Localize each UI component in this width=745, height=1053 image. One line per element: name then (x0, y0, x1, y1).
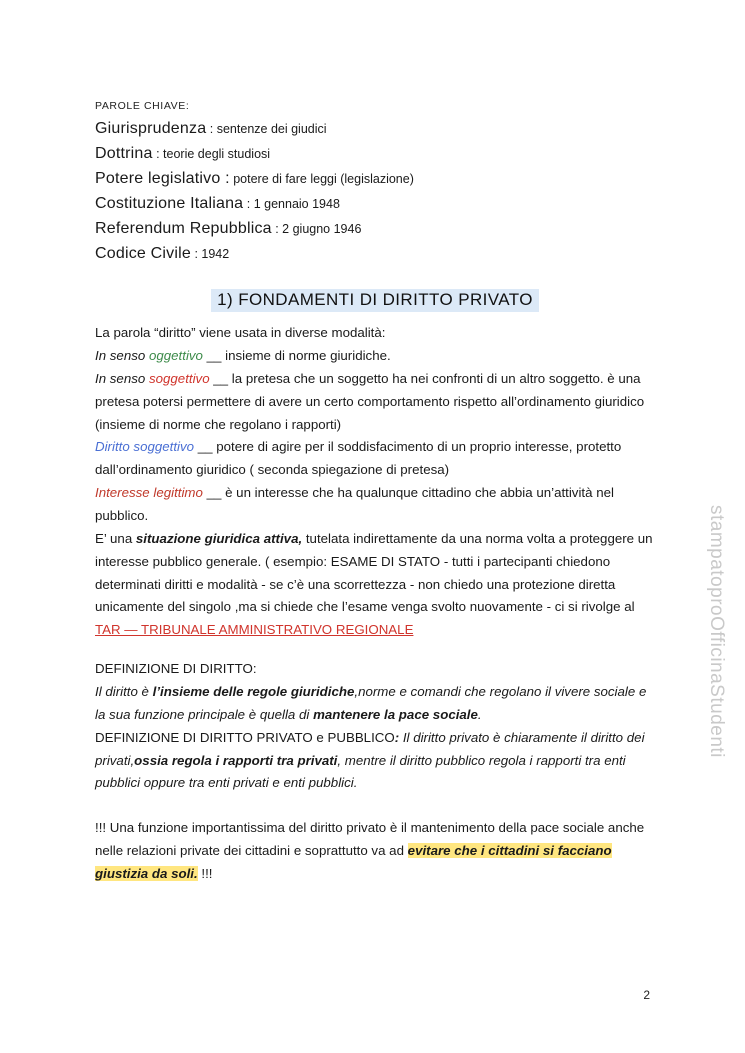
document-content (95, 100, 655, 886)
keyword-row (95, 193, 655, 215)
keyword-term: Giurisprudenza (95, 120, 207, 137)
interesse-legittimo-label: Interesse legittimo (95, 485, 203, 501)
senso-oggettivo-dash: __ (202, 347, 226, 363)
keyword-row (95, 168, 655, 190)
keyword-row (95, 218, 655, 240)
keyword-separator: : (271, 222, 283, 237)
keyword-definition: sentenze dei giudici (216, 122, 327, 136)
senso-oggettivo-keyword: oggettivo (148, 347, 203, 363)
keyword-definition: potere di fare leggi (legislazione) (233, 172, 414, 187)
def-diritto-bold1: l’insieme delle regole giuridiche (152, 683, 355, 699)
diritto-soggettivo-paragraph (95, 436, 655, 482)
closing-post-text: !!! (197, 865, 213, 881)
diritto-soggettivo-dash: __ (194, 439, 217, 455)
definizione-diritto-heading: DEFINIZIONE DI DIRITTO: (95, 661, 257, 677)
def-pp-text2: , mentre il diritto pubblico regola i rapporti tra enti pubblici oppure tra enti privati e enti pubblici. (95, 752, 626, 791)
definizione-privato-pubblico-paragraph (95, 727, 655, 796)
section-title: 1) FONDAMENTI DI DIRITTO PRIVATO (211, 289, 539, 312)
closing-highlight: evitare che i cittadini si facciano giustizia da soli. (95, 843, 612, 881)
def-diritto-part1: Il diritto è (95, 683, 153, 699)
senso-soggettivo-keyword: soggettivo (148, 370, 210, 386)
keyword-term: Referendum Repubblica (95, 220, 272, 238)
interesse-legittimo-paragraph (95, 482, 655, 528)
situazione-bold-phrase: situazione giuridica attiva, (135, 530, 303, 546)
def-pp-colon: : (394, 729, 400, 745)
tar-link[interactable]: TAR — TRIBUNALE AMMINISTRATIVO REGIONALE (95, 622, 414, 638)
keyword-definition: 1 gennaio 1948 (253, 197, 340, 212)
keyword-term: Potere legislativo : (95, 170, 230, 188)
def-pp-text1: Il diritto privato è chiaramente il diritto dei privati, (95, 729, 645, 768)
senso-soggettivo-paragraph (95, 368, 655, 437)
def-diritto-bold2: mantenere la pace sociale (313, 706, 478, 722)
keyword-separator: : (206, 122, 217, 136)
page-number: 2 (643, 988, 650, 1002)
senso-soggettivo-label: In senso (95, 370, 149, 386)
keyword-row (95, 243, 655, 265)
closing-pre-text: !!! Una funzione importantissima del diritto privato è il mantenimento della pace sociale anche nelle relazioni private dei cittadini e soprattutto va ad (95, 820, 645, 859)
situazione-post-text: tutelata indirettamente da una norma volta a proteggere un interesse pubblico generale. ( esempio: ESAME DI STATO - tutti i partecipanti chiedono determinati diritti e modalità - se c’è una scorrettezza - non chiedo una protezione diretta unicamente del singolo ,ma si chiede che l’esame venga svolto nuovamente - ci si rivolge al (95, 530, 653, 615)
keyword-term: Costituzione Italiana (95, 195, 244, 213)
keyword-separator: : (243, 197, 254, 212)
keyword-term: Dottrina (95, 145, 153, 163)
senso-oggettivo-paragraph (95, 345, 655, 368)
senso-oggettivo-label: In senso (95, 347, 149, 363)
keyword-row (95, 118, 655, 140)
watermark: stampatoproOfficinaStudenti (706, 505, 727, 758)
interesse-legittimo-dash: __ (202, 485, 226, 501)
keyword-term: Codice Civile (95, 245, 191, 263)
keyword-separator: : (152, 147, 164, 162)
keyword-separator: : (190, 247, 202, 262)
senso-oggettivo-text: insieme di norme giuridiche. (225, 347, 391, 363)
section-title-wrapper (95, 289, 655, 312)
keyword-definition: 1942 (201, 247, 230, 262)
diritto-soggettivo-label: Diritto soggettivo (95, 439, 195, 455)
senso-soggettivo-dash: __ (209, 370, 232, 386)
interesse-legittimo-text: è un interesse che ha qualunque cittadino che abbia un’attività nel pubblico. (95, 485, 614, 523)
situazione-pre-text: E’ una (95, 530, 136, 546)
intro-paragraph: La parola “diritto” viene usata in diverse modalità: (95, 325, 386, 341)
def-pp-heading: DEFINIZIONE DI DIRITTO PRIVATO e PUBBLICO (95, 729, 395, 745)
keyword-row (95, 143, 655, 165)
closing-paragraph (95, 817, 655, 886)
keyword-definition: teorie degli studiosi (163, 147, 271, 162)
def-diritto-part2: ,norme e comandi che regolano il vivere sociale e la sua funzione principale è quella di (95, 683, 647, 722)
keywords-heading: PAROLE CHIAVE: (95, 100, 190, 112)
senso-soggettivo-text: la pretesa che un soggetto ha nei confronti di un altro soggetto. è una pretesa potersi permettere di avere un certo comportamento rispetto all’ordinamento giuridico (insieme di norme che regolano i rapporti) (95, 370, 645, 432)
def-pp-bold1: ossia regola i rapporti tra privati (134, 752, 338, 768)
situazione-giuridica-paragraph (95, 528, 655, 642)
def-diritto-part3: . (477, 706, 482, 722)
definizione-diritto-paragraph (95, 681, 655, 727)
keyword-definition: 2 giugno 1946 (282, 222, 362, 237)
diritto-soggettivo-text: potere di agire per il soddisfacimento di un proprio interesse, protetto dall’ordinamento giuridico ( seconda spiegazione di pretesa) (95, 439, 622, 478)
